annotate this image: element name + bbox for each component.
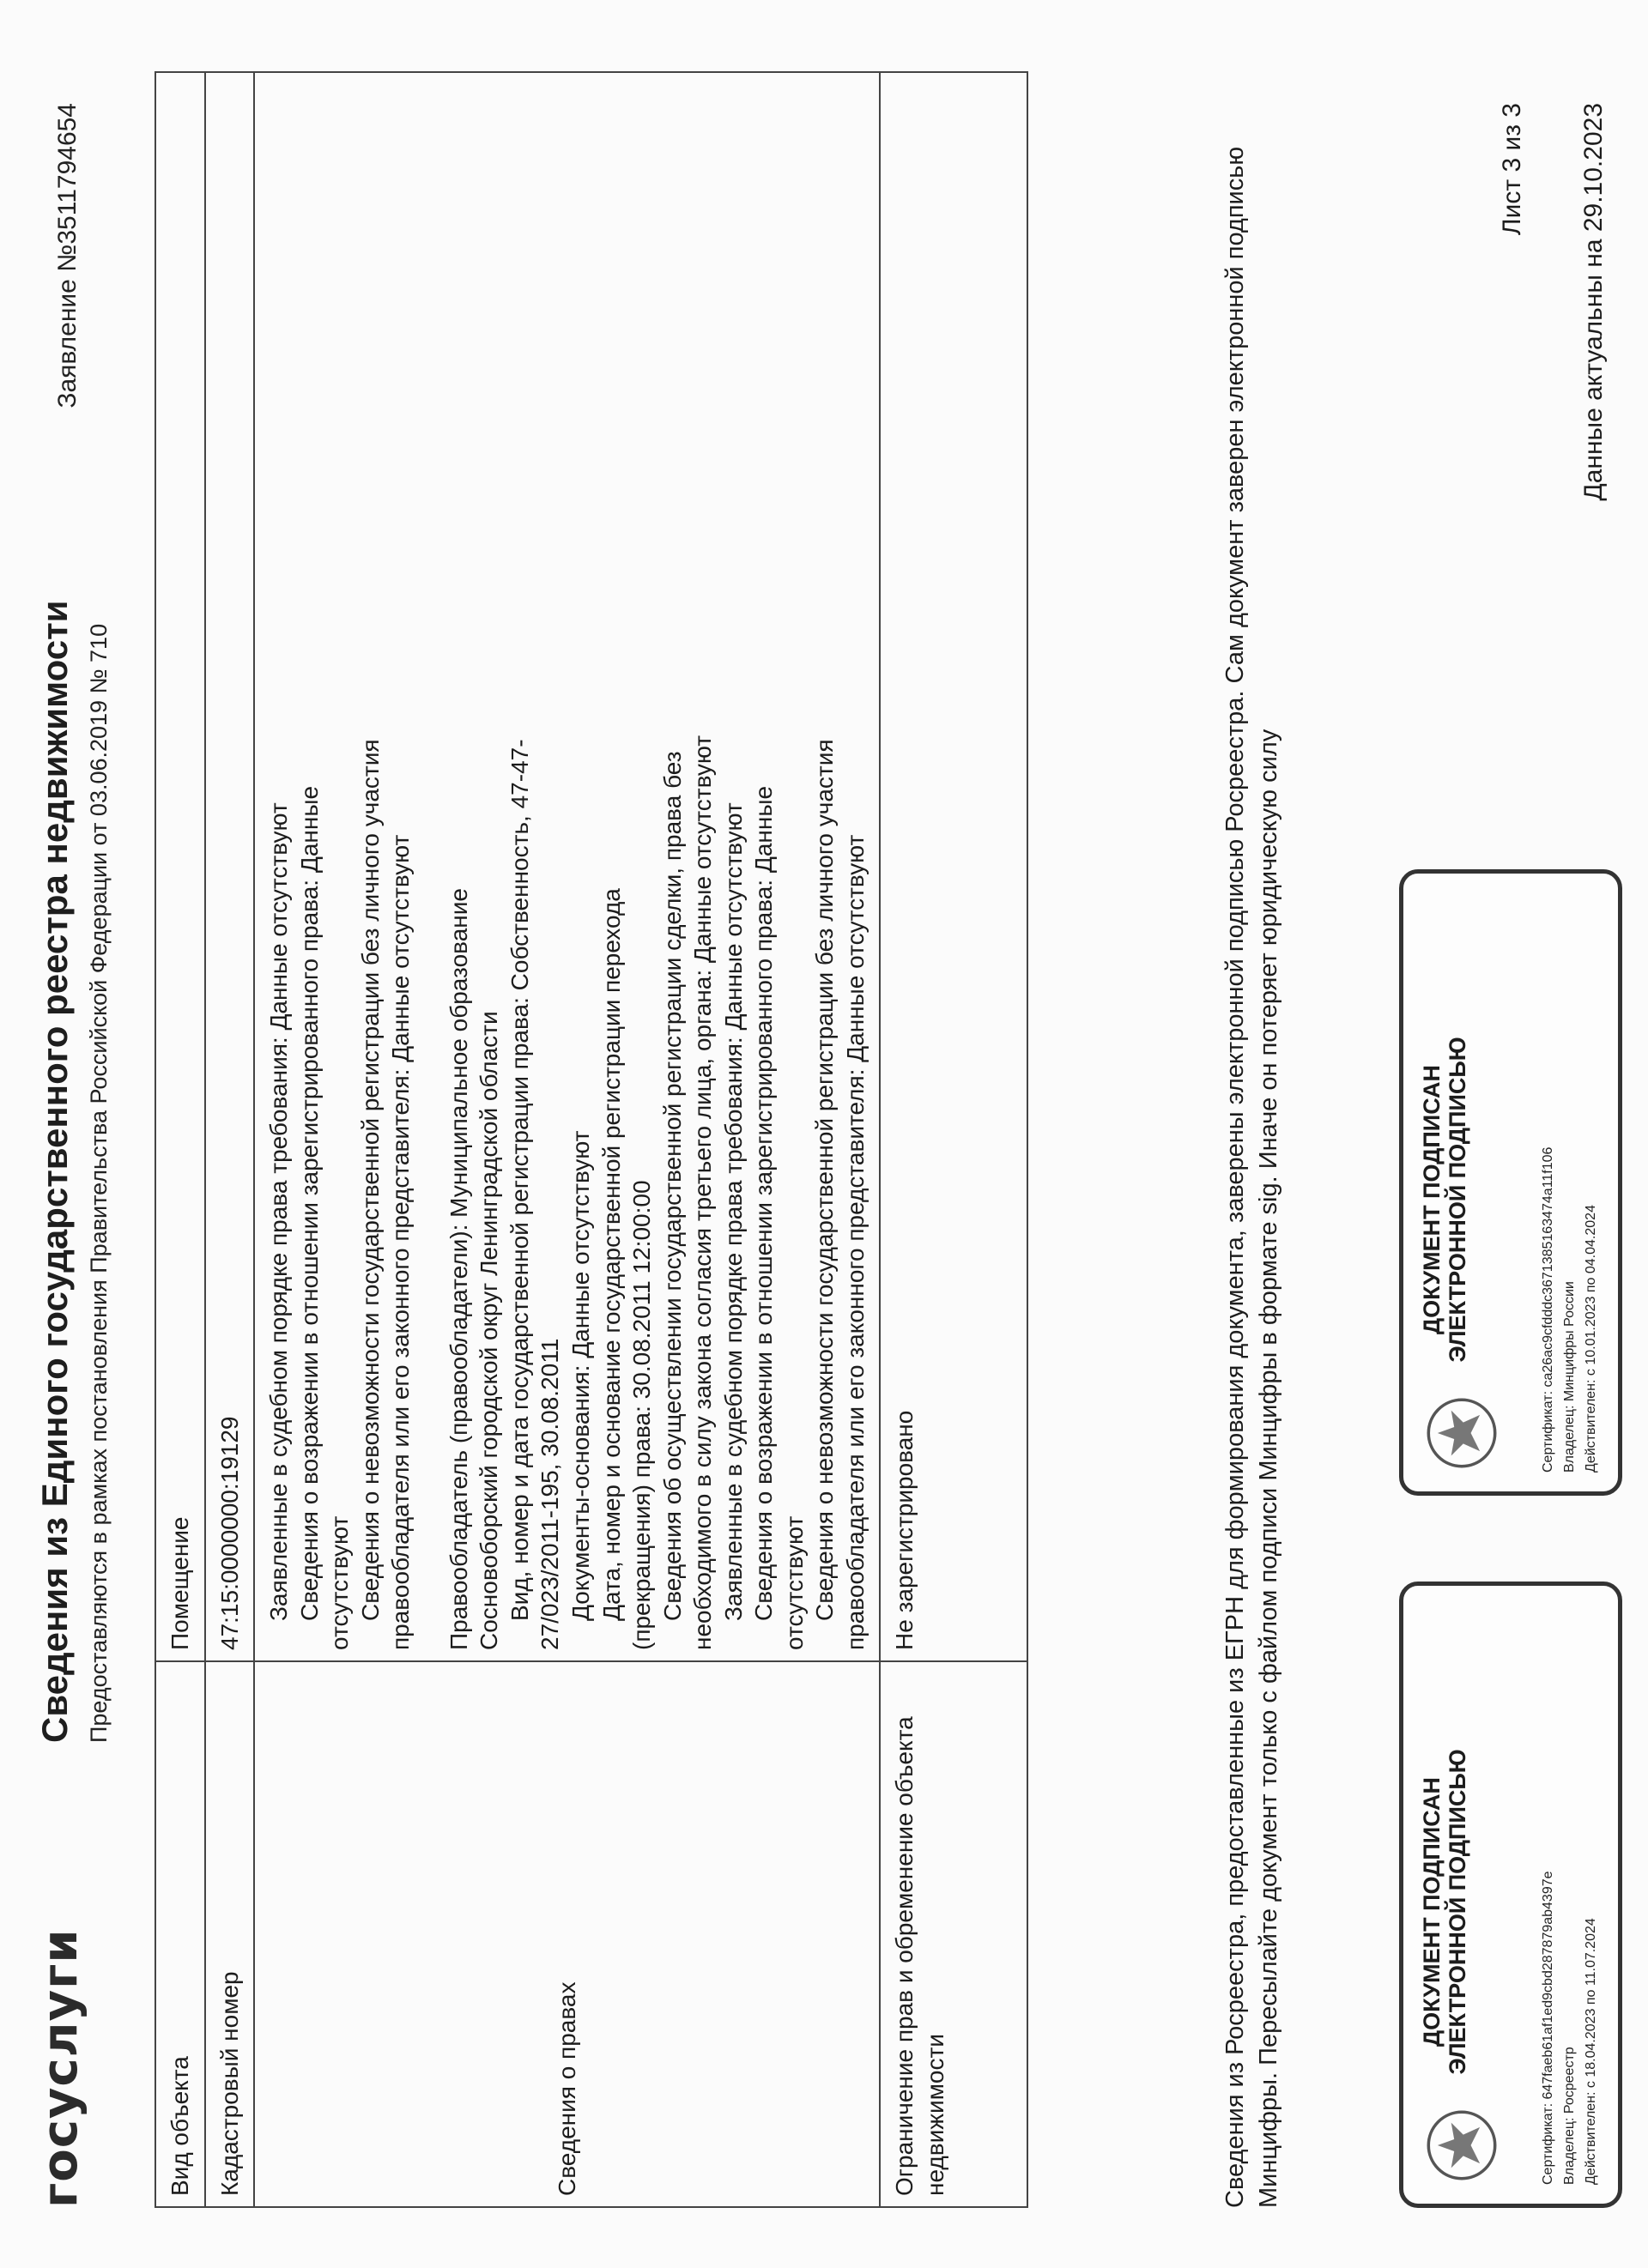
emblem-icon [1424,1395,1500,1471]
rights-line: Дата, номер и основание государственной регистрации перехода [597,888,625,1621]
egrn-table [154,71,1028,2208]
rights-line: правообладателя или его законного представителя: Данные отсутствуют [387,834,415,1650]
rights-line: отсутствуют [326,1515,354,1650]
data-actual-date: Данные актуальны на 29.10.2023 [1579,103,1608,501]
rights-line: необходимого в силу закона согласия третьего лица, органа: Данные отсутствуют [689,735,717,1650]
rights-label: Сведения о правах [254,1661,880,2207]
rights-line: Сведения о невозможности государственной регистрации без личного участия [811,739,839,1621]
cadastral-value: 47:15:0000000:19129 [205,72,255,1661]
table-row [155,72,205,2207]
rights-line: Заявленные в судебном порядке права требования: Данные отсутствуют [265,802,293,1621]
table-row [880,72,1027,2207]
signature-stamp-mintsifry [1399,869,1622,1496]
sheet-number: Лист 3 из 3 [1498,103,1526,236]
rights-line: 27/023/2011-195, 30.08.2011 [536,1338,564,1650]
restriction-label: Ограничение прав и обременение объекта недвижимости [880,1661,1027,2207]
rights-line: Сведения о возражении в отношении зарегистрированного права: Данные [295,785,323,1621]
rights-value [254,72,880,1661]
object-type-label: Вид объекта [155,1661,205,2207]
rights-line: (прекращения) права: 30.08.2011 12:00:00 [628,1180,656,1650]
stamp-certificate: Сертификат: ca26ac9cfdddc3671385163474a11f106 [1541,1146,1555,1473]
table-row [254,72,880,2207]
rights-line: Сведения об осуществлении государственной регистрации сделки, права без [658,751,686,1621]
stamp-title: ДОКУМЕНТ ПОДПИСАН ЭЛЕКТРОННОЙ ПОДПИСЬЮ [1419,1749,1471,2075]
restriction-value: Не зарегистрировано [880,72,1027,1661]
rights-line: Правообладатель (правообладатели): Муниципальное образование [445,888,472,1650]
stamp-certificate: Сертификат: 647faeb61af1ed9cbd287879ab4397e [1541,1871,1555,2185]
stamp-owner: Владелец: Минцифры России [1562,1281,1577,1473]
rights-line: Вид, номер и дата государственной регистрации права: Собственность, 47-47- [506,739,533,1621]
gosuslugi-logo: госуслуги [33,1928,88,2208]
page-title: Сведения из Единого государственного реестра недвижимости [34,600,75,1743]
rights-line: Сведения о невозможности государственной регистрации без личного участия [356,739,384,1621]
emblem-icon [1424,2108,1500,2183]
rights-line: Документы-основания: Данные отсутствуют [567,1130,595,1621]
rights-line: отсутствуют [780,1515,808,1650]
footer-note: Сведения из Росреестра, предоставленные из ЕГРН для формирования документа, заверены электронной подписью Росреестра. Сам документ заверен электронной подписью Минцифры. Пересылайте документ только с файлом подписи Минцифры в формате sig. Иначе он потеряет юридическую силу [1221,146,1283,2208]
application-number: Заявление №3511794654 [53,103,82,408]
stamp-title: ДОКУМЕНТ ПОДПИСАН ЭЛЕКТРОННОЙ ПОДПИСЬЮ [1419,1037,1471,1363]
object-type-value: Помещение [155,72,205,1661]
page-subtitle: Предоставляются в рамках постановления Правительства Российской Федерации от 03.06.2019 № 710 [86,623,112,1743]
rights-line: Заявленные в судебном порядке права требования: Данные отсутствуют [719,802,747,1621]
table-row [205,72,255,2207]
rights-line: Сведения о возражении в отношении зарегистрированного права: Данные [750,785,778,1621]
stamp-validity: Действителен: с 18.04.2023 по 11.07.2024 [1584,1918,1598,2185]
signature-stamp-rosreestr [1399,1582,1622,2208]
stamp-owner: Владелец: Росреестр [1562,2047,1577,2185]
cadastral-label: Кадастровый номер [205,1661,255,2207]
spacer [416,83,444,1650]
rights-line: правообладателя или его законного представителя: Данные отсутствуют [841,834,869,1650]
rights-line: Сосновоборский городской округ Ленинградской области [476,1011,503,1650]
stamp-validity: Действителен: с 10.01.2023 по 04.04.2024 [1584,1205,1598,1473]
